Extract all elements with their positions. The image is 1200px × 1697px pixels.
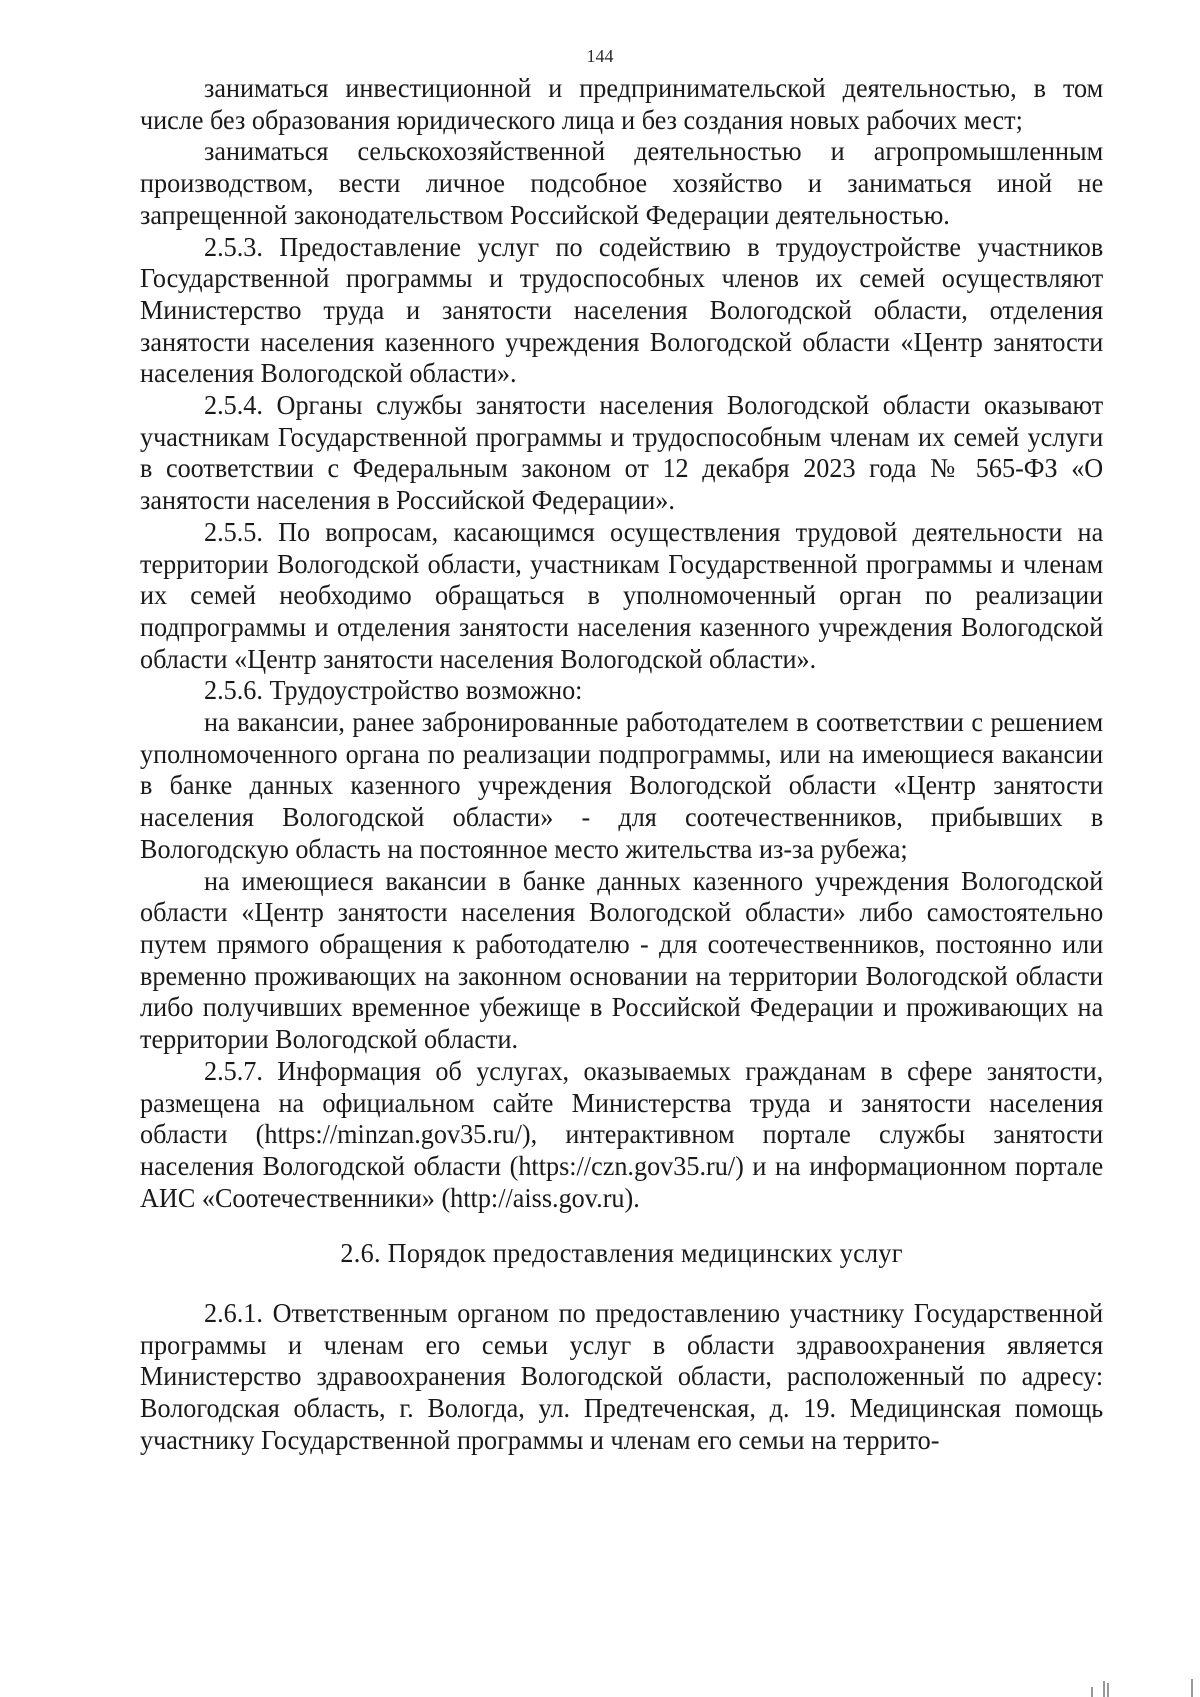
paragraph-existing-vacancies: на имеющиеся вакансии в банке данных казенного учреждения Вологодской области «Центр занятости населения Вологодской области» либо самостоятельно путем прямого обращения к работодателю - для соотечественников, постоянно или временно проживающих на законном основании на территории Вологодской области либо получивших временное убежище в Российской Федерации и проживающих на территории Вологодской области. — [140, 865, 1104, 1055]
paragraph-reserved-vacancies: на вакансии, ранее забронированные работодателем в соответствии с решением уполномоченного органа по реализации подпрограммы, или на имеющиеся вакансии в банке данных казенного учреждения Вологодской области «Центр занятости населения Вологодской области» - для соотечественников, прибывших в Вологодскую область на постоянное место жительства из-за рубежа; — [140, 707, 1104, 864]
section-heading-medical-services: 2.6. Порядок предоставления медицинских услуг — [340, 1238, 903, 1269]
document-body — [140, 73, 1103, 1457]
paragraph-2-5-5: 2.5.5. По вопросам, касающимся осуществления трудовой деятельности на территории Вологодской области, участникам Государственной программы и членам их семей необходимо обращаться в уполномоченный орган по реализации подпрограммы и отделения занятости населения казенного учреждения Вологодской области «Центр занятости населения Вологодской области». — [140, 516, 1104, 674]
paragraph-2-5-7: 2.5.7. Информация об услугах, оказываемых гражданам в сфере занятости, размещена на официальном сайте Министерства труда и занятости населения области (https://minzan.gov35.ru/), интерактивном портале службы занятости населения Вологодской области (https://czn.gov35.ru/) и на информационном портале АИС «Соотечественники» (http://aiss.gov.ru). — [140, 1055, 1104, 1213]
paragraph-2-5-4: 2.5.4. Органы службы занятости населения Вологодской области оказывают участникам Государственной программы и трудоспособным членам их семей услуги в соответствии с Федеральным законом от 12 декабря 2023 года № 565-ФЗ «О занятости населения в Российской Федерации». — [140, 390, 1104, 516]
scan-edge-marks — [1080, 1673, 1200, 1697]
paragraph-2-6-1: 2.6.1. Ответственным органом по предоставлению участнику Государственной программы и членам его семьи услуг в области здравоохранения является Министерство здравоохранения Вологодской области, расположенный по адресу: Вологодская область, г. Вологда, ул. Предтеченская, д. 19. Медицинская помощь участнику Государственной программы и членам его семьи на террито- — [140, 1298, 1104, 1455]
page-number: 144 — [586, 46, 614, 66]
paragraph-investment-activity: заниматься инвестиционной и предпринимательской деятельностью, в том числе без образования юридического лица и без создания новых рабочих мест; — [140, 73, 1104, 135]
paragraph-2-5-6: 2.5.6. Трудоустройство возможно: — [204, 675, 583, 706]
paragraph-agricultural-activity: заниматься сельскохозяйственной деятельностью и агропромышленным производством, вести личное подсобное хозяйство и заниматься иной не запрещенной законодательством Российской Федерации деятельностью. — [140, 136, 1104, 230]
paragraph-2-5-3: 2.5.3. Предоставление услуг по содействию в трудоустройстве участников Государственной программы и трудоспособных членов их семей осуществляют Министерство труда и занятости населения Вологодской области, отделения занятости населения казенного учреждения Вологодской области «Центр занятости населения Вологодской области». — [140, 231, 1104, 389]
